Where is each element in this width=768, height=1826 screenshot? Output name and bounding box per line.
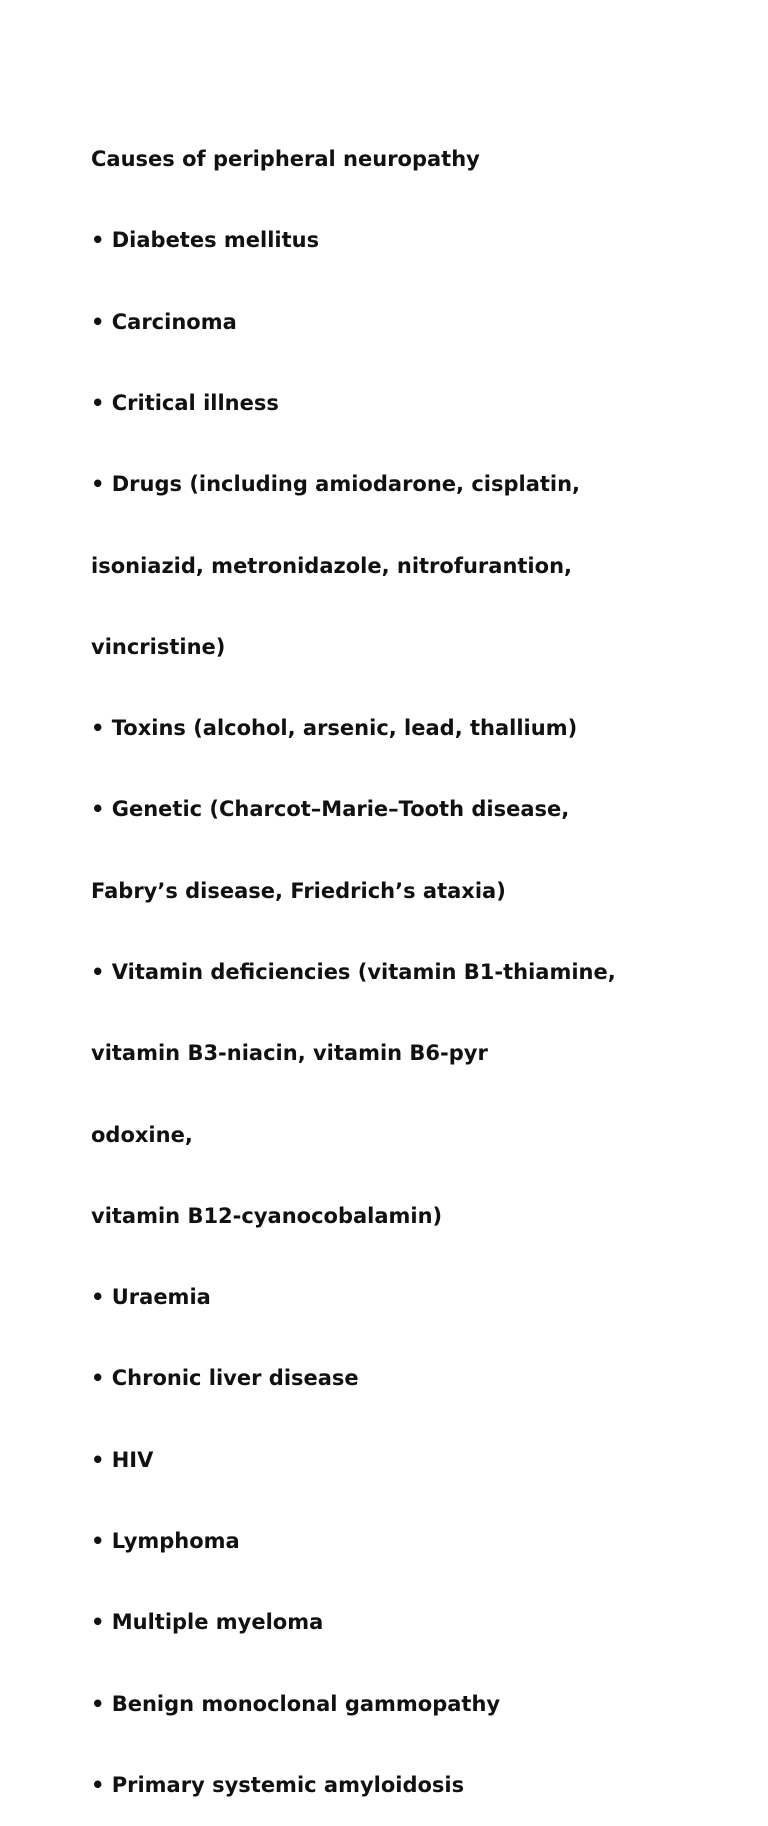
list-item-carcinoma: • Carcinoma bbox=[91, 309, 237, 334]
list-item-lymphoma: • Lymphoma bbox=[91, 1528, 240, 1553]
list-item-genetic-cont: Fabry’s disease, Friedrich’s ataxia) bbox=[91, 878, 506, 903]
list-item-toxins: • Toxins (alcohol, arsenic, lead, thallium) bbox=[91, 716, 578, 741]
list-item-diabetes: • Diabetes mellitus bbox=[91, 228, 320, 253]
list-item-vitamin-cont-2: odoxine, bbox=[91, 1122, 193, 1147]
list-item-genetic: • Genetic (Charcot–Marie–Tooth disease, bbox=[91, 797, 570, 822]
list-item-drugs: • Drugs (including amiodarone, cisplatin, bbox=[91, 472, 581, 497]
document-title: Causes of peripheral neuropathy bbox=[91, 147, 480, 172]
list-item-vitamin-cont-3: vitamin B12-cyanocobalamin) bbox=[91, 1203, 443, 1228]
list-item-amyloidosis: • Primary systemic amyloidosis bbox=[91, 1772, 465, 1797]
list-item-vitamin: • Vitamin deficiencies (vitamin B1-thiamine, bbox=[91, 960, 616, 984]
list-item-vitamin-cont-1: vitamin B3-niacin, vitamin B6-pyr bbox=[91, 1041, 488, 1066]
list-item-gammopathy: • Benign monoclonal gammopathy bbox=[91, 1691, 501, 1716]
list-item-myeloma: • Multiple myeloma bbox=[91, 1610, 324, 1635]
list-item-drugs-cont-2: vincristine) bbox=[91, 634, 226, 659]
list-item-hiv: • HIV bbox=[91, 1447, 154, 1472]
list-item-critical-illness: • Critical illness bbox=[91, 391, 279, 416]
list-item-liver-disease: • Chronic liver disease bbox=[91, 1366, 359, 1391]
list-item-uraemia: • Uraemia bbox=[91, 1285, 211, 1310]
list-item-drugs-cont-1: isoniazid, metronidazole, nitrofurantion, bbox=[91, 553, 572, 578]
document-page bbox=[91, 92, 751, 1826]
